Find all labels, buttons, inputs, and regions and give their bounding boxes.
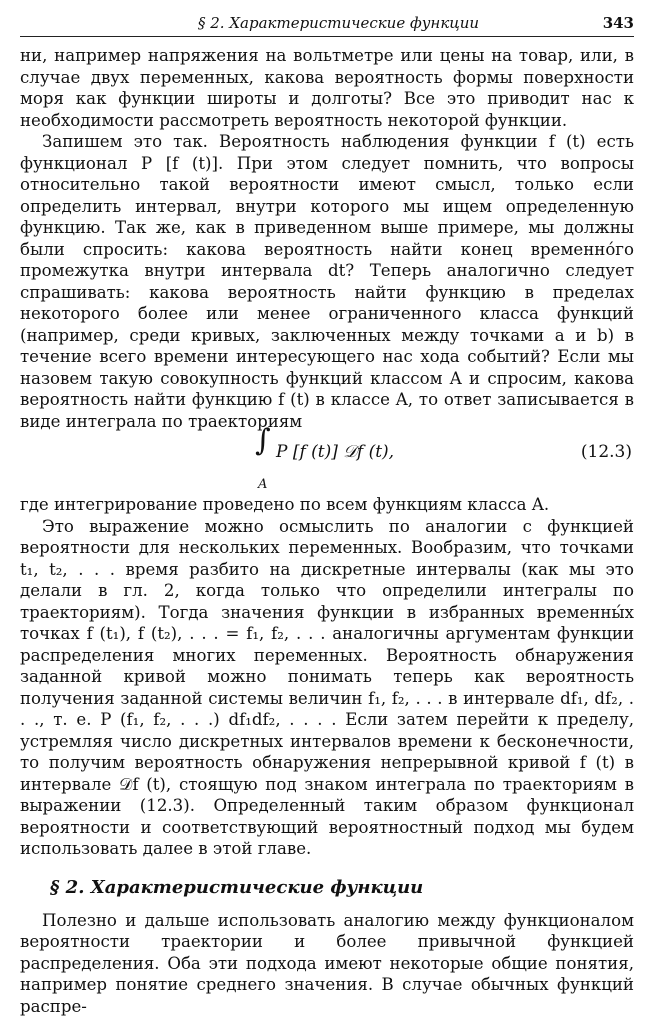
paragraph-2: Запишем это так. Вероятность наблюдения функции f (t) есть функционал P [f (t)]. При этом следует помнить, что вопросы относительно такой вероятности имеют смысл, только если определить интервал, внутри которого мы ищем определенную функцию. Так же, как в приведенном выше примере, мы должны были спросить: какова вероятность найти конец временно́го промежутка внутри интервала dt? Теперь аналогично следует спрашивать: какова вероятность найти функцию в пределах некоторого более или менее ограниченного класса функций (например, среди кривых, заключенных между точками a и b) в течение всего времени интересующего нас хода событий? Если мы назовем такую совокупность функций классом A и спросим, какова вероятность найти функцию f (t) в классе A, то ответ записывается в виде интеграла по траекториям [20, 131, 634, 432]
body-text [20, 45, 634, 1017]
formula-number: (12.3) [581, 442, 632, 464]
section-heading: § 2. Характеристические функции [20, 876, 634, 900]
integral-symbol: ∫ [255, 430, 271, 452]
paragraph-3: где интегрирование проведено по всем функциям класса A. [20, 494, 634, 516]
paragraph-1: ни, например напряжения на вольтметре или цены на товар, или, в случае двух переменных, какова вероятность формы поверхности моря как функции широты и долготы? Все это приводит нас к необходимости рассмотреть вероятность некоторой функции. [20, 45, 634, 131]
paragraph-5: Полезно и дальше использовать аналогию между функционалом вероятности траектории и более привычной функцией распределения. Оба эти подхода имеют некоторые общие понятия, например понятие среднего значения. В случае обычных функций распре- [20, 910, 634, 1017]
page [20, 14, 634, 1017]
running-head-title: § 2. Характеристические функции [198, 14, 479, 32]
page-number: 343 [603, 14, 634, 32]
formula-expression: P [f (t)] 𝒟f (t), [276, 442, 394, 464]
integral-lower-limit: A [258, 474, 267, 496]
paragraph-4: Это выражение можно осмыслить по аналогии с функцией вероятности для нескольких переменных. Вообразим, что точками t₁, t₂, . . . время разбито на дискретные интервалы (как мы это делали в гл. 2, когда только что определили интегралы по траекториям). Тогда значения функции в избранных временны́х точках f (t₁), f (t₂), . . . = f₁, f₂, . . . аналогичны аргументам функции распределения многих переменных. Вероятность обнаружения заданной кривой можно понимать теперь как вероятность получения заданной системы величин f₁, f₂, . . . в интервале df₁, df₂, . . ., т. е. P (f₁, f₂, . . .) df₁df₂, . . . . Если затем перейти к пределу, устремляя число дискретных интервалов времени к бесконечности, то получим вероятность обнаружения непрерывной кривой f (t) в интервале 𝒟f (t), стоящую под знаком интеграла по траекториям в выражении (12.3). Определенный таким образом функционал вероятности и соответствующий вероятностный подход мы будем использовать далее в этой главе. [20, 516, 634, 860]
formula-12-3 [20, 432, 634, 494]
running-head [20, 14, 634, 37]
